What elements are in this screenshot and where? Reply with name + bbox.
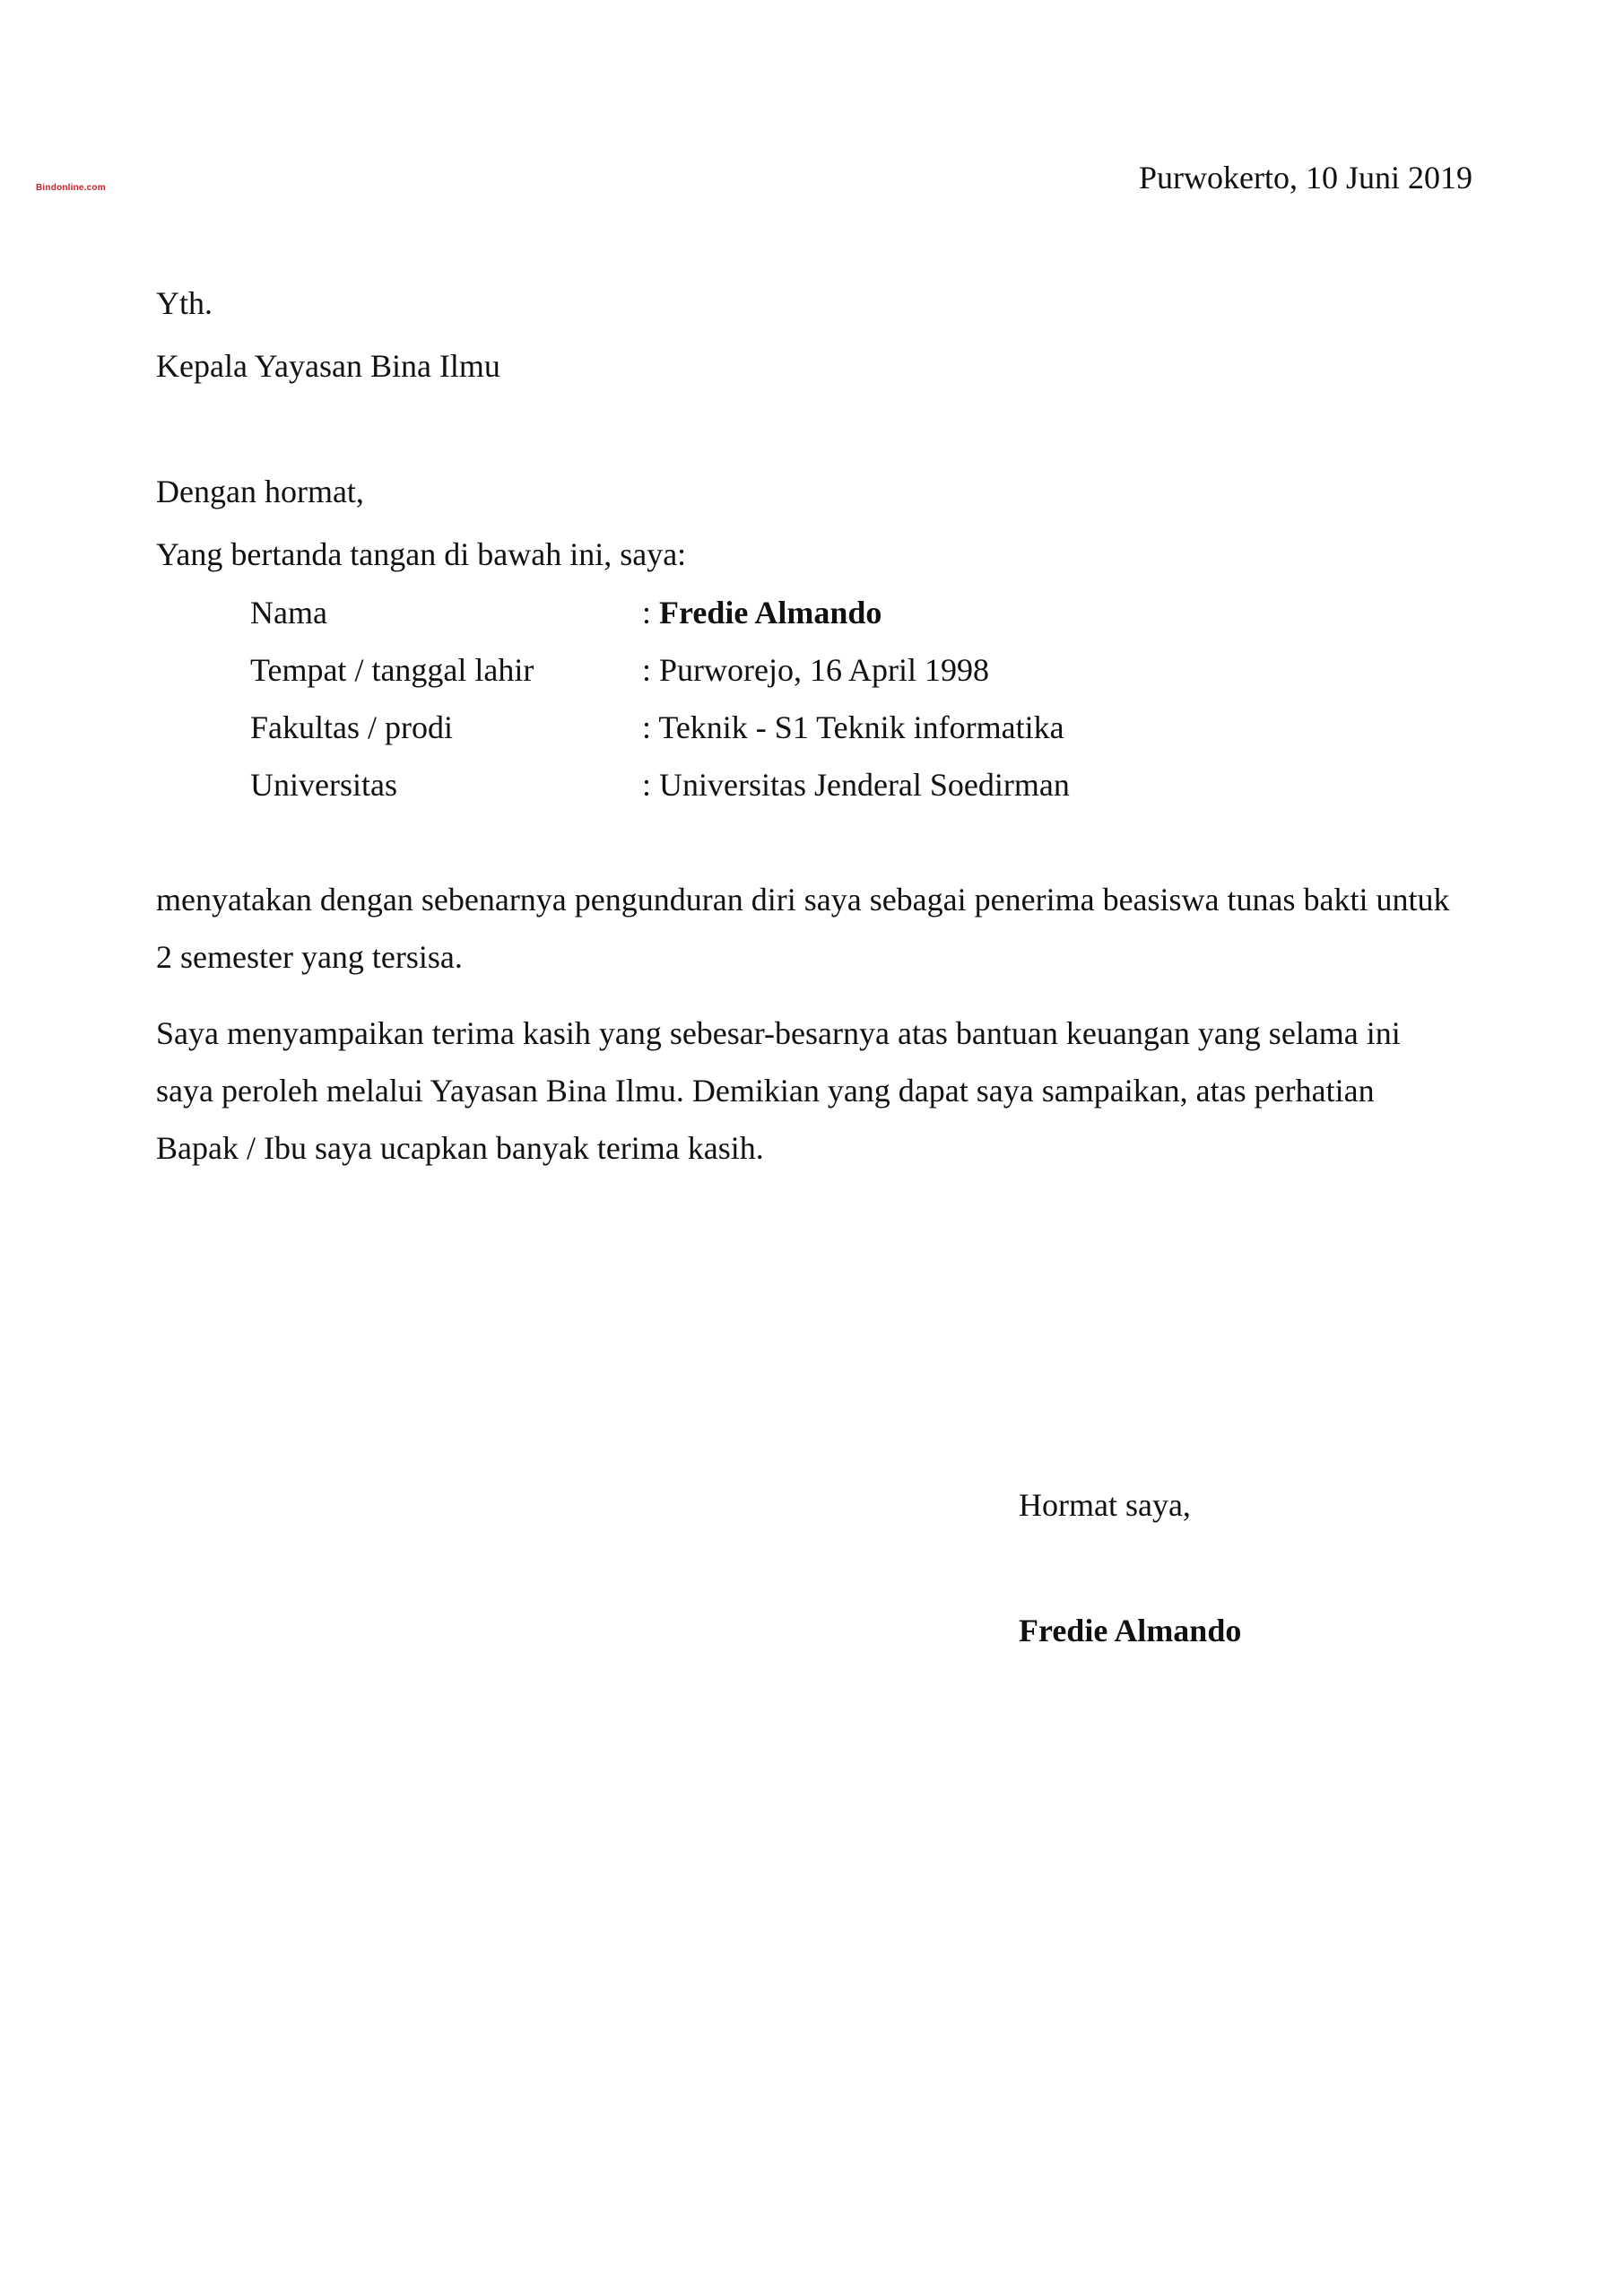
identity-colon: : <box>642 595 660 631</box>
recipient-prefix: Yth. <box>156 285 213 321</box>
identity-value <box>642 596 881 629</box>
signer-name: Fredie Almando <box>1019 1613 1242 1648</box>
identity-value: : Purworejo, 16 April 1998 <box>642 652 989 688</box>
identity-label: Universitas <box>250 767 397 803</box>
identity-label: Fakultas / prodi <box>250 709 453 745</box>
closing: Hormat saya, <box>1019 1487 1191 1523</box>
salutation: Dengan hormat, <box>156 474 364 509</box>
place-date: Purwokerto, 10 Juni 2019 <box>1139 160 1472 196</box>
watermark-logo: Bindonline.com <box>36 183 106 193</box>
statement-line: menyatakan dengan sebenarnya pengunduran diri saya sebagai penerima beasiswa tunas bakti untuk <box>156 882 1450 918</box>
identity-label: Nama <box>250 595 327 631</box>
identity-name-value: Fredie Almando <box>659 595 882 631</box>
identity-value: : Teknik - S1 Teknik informatika <box>642 709 1064 745</box>
identity-value: : Universitas Jenderal Soedirman <box>642 767 1070 803</box>
thanks-line: saya peroleh melalui Yayasan Bina Ilmu. Demikian yang dapat saya sampaikan, atas perhatian <box>156 1073 1375 1109</box>
statement-line: 2 semester yang tersisa. <box>156 939 463 975</box>
identity-label: Tempat / tanggal lahir <box>250 652 534 688</box>
thanks-line: Bapak / Ibu saya ucapkan banyak terima kasih. <box>156 1130 764 1166</box>
recipient-name: Kepala Yayasan Bina Ilmu <box>156 348 500 384</box>
thanks-line: Saya menyampaikan terima kasih yang sebesar-besarnya atas bantuan keuangan yang selama ini <box>156 1015 1401 1051</box>
intro-text: Yang bertanda tangan di bawah ini, saya: <box>156 536 687 572</box>
